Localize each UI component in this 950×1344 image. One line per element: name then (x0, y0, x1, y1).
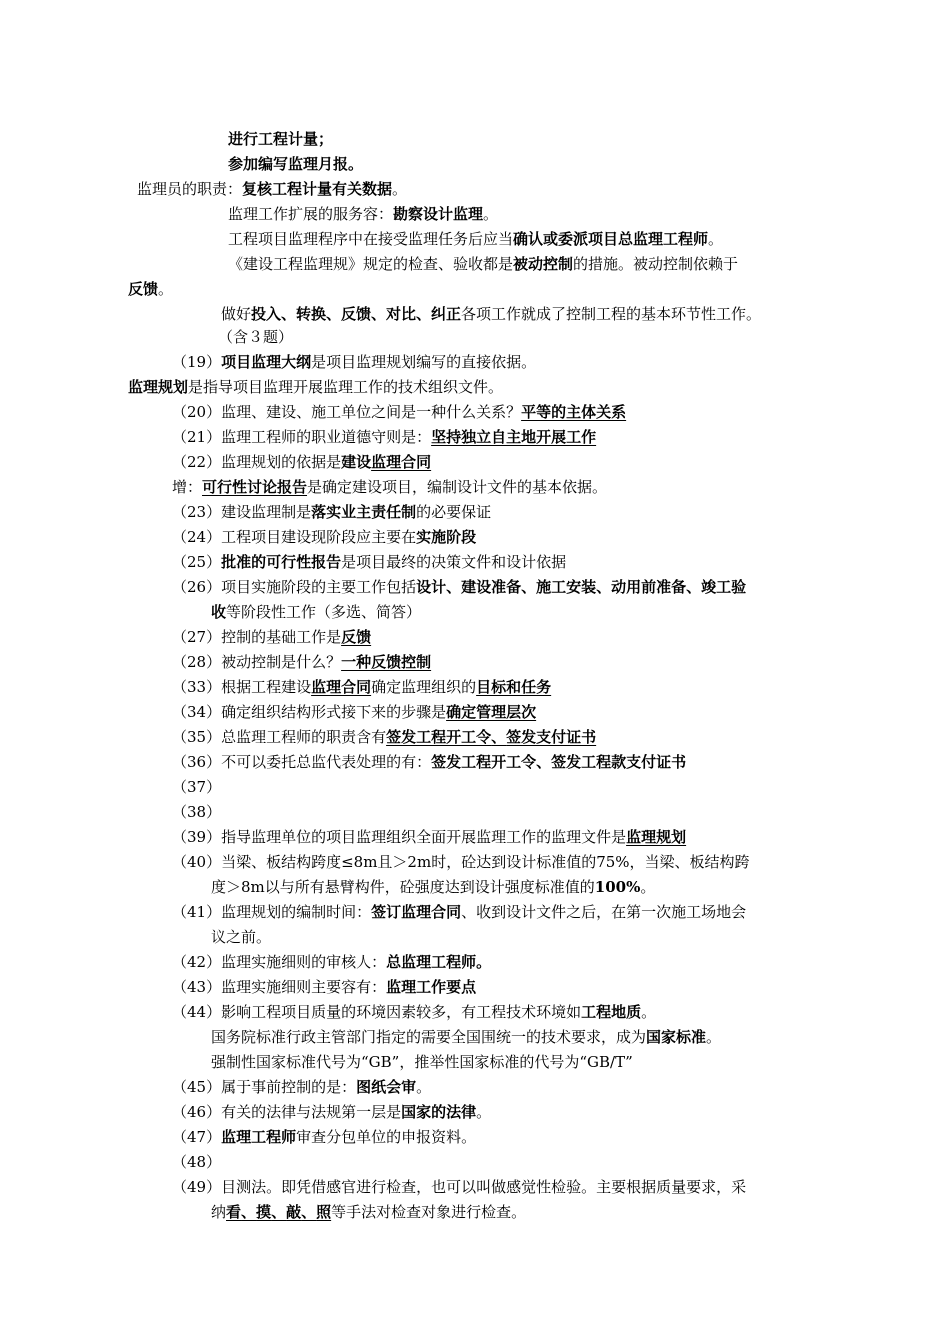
text-line: （43）监理实施细则主要容有：监理工作要点 (172, 978, 477, 996)
text-line: （40）当梁、板结构跨度≤8m且＞2m时，砼达到设计标准值的75%，当梁、板结构跨 (172, 853, 750, 871)
text-line: （19）项目监理大纲是项目监理规划编写的直接依据。 (172, 353, 537, 371)
text-line: （33）根据工程建设监理合同确定监理组织的目标和任务 (172, 678, 552, 696)
text-line: （24）工程项目建设现阶段应主要在实施阶段 (172, 528, 477, 546)
text-line: （34）确定组织结构形式接下来的步骤是确定管理层次 (172, 703, 537, 721)
text-line: 监理员的职责：复核工程计量有关数据。 (137, 180, 408, 198)
text-line: 监理规划是指导项目监理开展监理工作的技术组织文件。 (128, 378, 504, 396)
text-line: 纳看、摸、敲、照等手法对检查对象进行检查。 (211, 1203, 527, 1221)
text-line: （49）目测法。即凭借感官进行检查，也可以叫做感觉性检验。主要根据质量要求，采 (172, 1178, 747, 1196)
text-line: 议之前。 (211, 928, 272, 946)
text-line: （22）监理规划的依据是建设监理合同 (172, 453, 432, 471)
text-line: （21）监理工程师的职业道德守则是：坚持独立自主地开展工作 (172, 428, 597, 446)
text-line: 国务院标准行政主管部门指定的需要全国围统一的技术要求，成为国家标准。 (211, 1028, 722, 1046)
text-line: 工程项目监理程序中在接受监理任务后应当确认或委派项目总监理工程师。 (228, 230, 724, 248)
text-line: 监理工作扩展的服务容：勘察设计监理。 (228, 205, 499, 223)
text-line: （36）不可以委托总监代表处理的有：签发工程开工令、签发工程款支付证书 (172, 753, 687, 771)
text-line: （35）总监理工程师的职责含有签发工程开工令、签发支付证书 (172, 728, 597, 746)
text-line: （45）属于事前控制的是：图纸会审。 (172, 1078, 432, 1096)
text-line: （38） (172, 803, 222, 821)
text-line: 参加编写监理月报。 (228, 155, 364, 173)
text-line: （48） (172, 1153, 222, 1171)
text-line: 度＞8m以与所有悬臂构件，砼强度达到设计强度标准值的100%。 (211, 878, 656, 896)
text-line: （42）监理实施细则的审核人：总监理工程师。 (172, 953, 492, 971)
text-line: 《建设工程监理规》规定的检查、验收都是被动控制的措施。被动控制依赖于 (228, 255, 739, 273)
text-line: 反馈。 (128, 280, 174, 298)
text-line: 做好投入、转换、反馈、对比、纠正各项工作就成了控制工程的基本环节性工作。 (221, 305, 762, 323)
text-line: （26）项目实施阶段的主要工作包括设计、建设准备、施工安装、动用前准备、竣工验 (172, 578, 747, 596)
text-line: （46）有关的法律与法规第一层是国家的法律。 (172, 1103, 492, 1121)
text-line: 增：可行性讨论报告是确定建设项目，编制设计文件的基本依据。 (172, 478, 608, 496)
text-line: （39）指导监理单位的项目监理组织全面开展监理工作的监理文件是监理规划 (172, 828, 687, 846)
text-line: （含３题） (218, 328, 294, 346)
text-line: （47）监理工程师审查分包单位的申报资料。 (172, 1128, 477, 1146)
text-line: 进行工程计量； (228, 130, 334, 148)
text-line: 收等阶段性工作（多选、简答） (211, 603, 422, 621)
text-line: （41）监理规划的编制时间：签订监理合同、收到设计文件之后，在第一次施工场地会 (172, 903, 747, 921)
text-line: （37） (172, 778, 222, 796)
text-line: （28）被动控制是什么？一种反馈控制 (172, 653, 432, 671)
text-line: （27）控制的基础工作是反馈 (172, 628, 372, 646)
text-line: （44）影响工程项目质量的环境因素较多，有工程技术环境如工程地质。 (172, 1003, 657, 1021)
text-line: （20）监理、建设、施工单位之间是一种什么关系？平等的主体关系 (172, 403, 627, 421)
text-line: 强制性国家标准代号为“GB”，推举性国家标准的代号为“GB/T” (211, 1053, 633, 1071)
text-line: （23）建设监理制是落实业主责任制的必要保证 (172, 503, 492, 521)
text-line: （25）批准的可行性报告是项目最终的决策文件和设计依据 (172, 553, 567, 571)
